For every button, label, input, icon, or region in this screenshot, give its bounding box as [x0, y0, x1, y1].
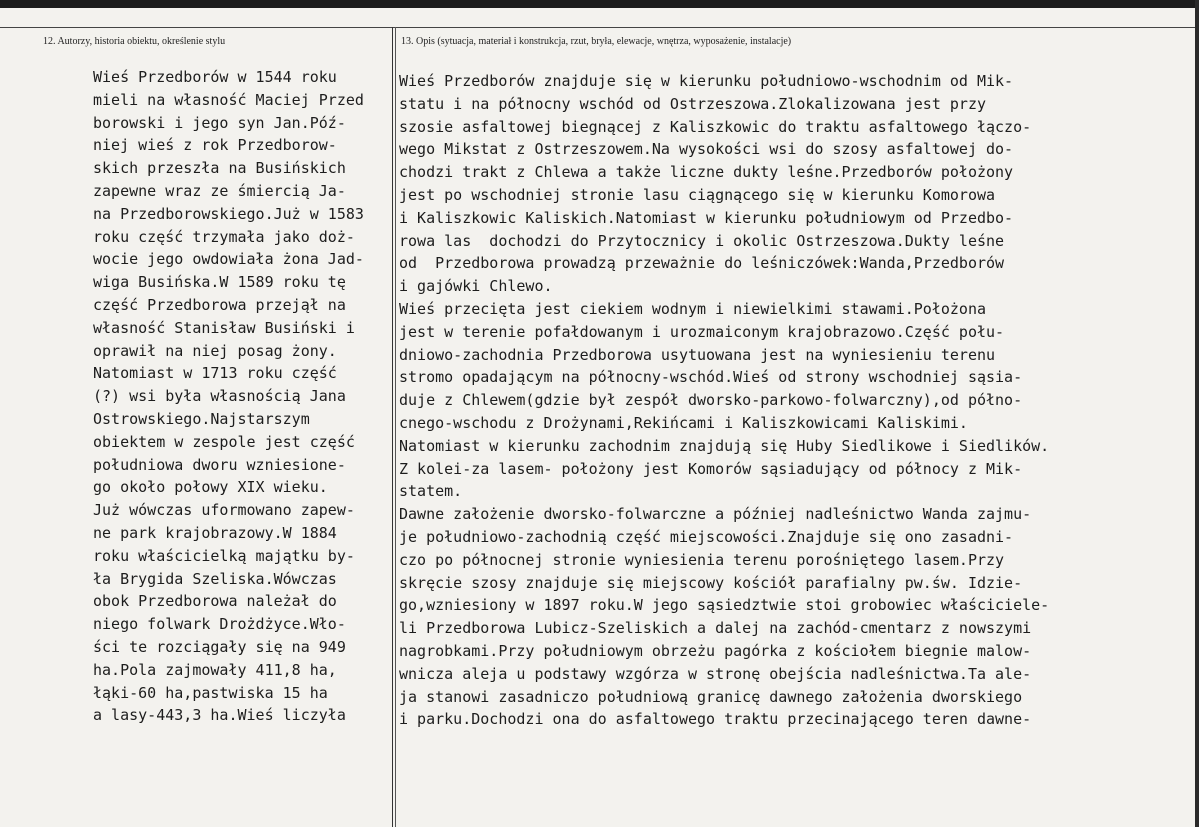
text-line: od Przedborowa prowadzą przeważnie do leśniczówek:Wanda,Przedborów: [399, 254, 1005, 273]
text-line: czo po północnej stronie wyniesienia terenu porośniętego lasem.Przy: [399, 550, 1005, 569]
text-line: zapewne wraz ze śmiercią Ja-: [93, 181, 346, 200]
text-line: go,wzniesiony w 1897 roku.W jego sąsiedztwie stoi grobowiec właściciele-: [399, 596, 1050, 615]
text-line: Wieś Przedborów znajduje się w kierunku południowo-wschodnim od Mik-: [399, 72, 1014, 90]
scan-top-edge: [0, 0, 1199, 8]
description-text-column: [399, 70, 1049, 731]
text-line: mieli na własność Maciej Przed: [93, 90, 364, 109]
text-line: jest po wschodniej stronie lasu ciągnącego się w kierunku Komorowa: [399, 185, 996, 204]
text-line: Natomiast w kierunku zachodnim znajdują się Huby Siedlikowe i Siedlików.: [399, 436, 1050, 455]
text-line: roku właścicielką majątku by-: [93, 546, 355, 565]
text-line: oprawił na niej posag żony.: [93, 341, 337, 360]
text-line: duje z Chlewem(gdzie był zespół dworsko-parkowo-folwarczny),od półno-: [399, 391, 1023, 410]
text-line: jest w terenie pofałdowanym i urozmaiconym krajobrazowo.Część połu-: [399, 322, 1005, 341]
text-line: niego folwark Drożdżyce.Wło-: [93, 615, 346, 634]
text-line: stromo opadającym na północny-wschód.Wieś od strony wschodniej sąsia-: [399, 368, 1023, 387]
text-line: (?) wsi była własnością Jana: [93, 387, 346, 406]
header-divider: [0, 27, 1195, 28]
text-line: Dawne założenie dworsko-folwarczne a później nadleśnictwo Wanda zajmu-: [399, 505, 1032, 524]
text-line: wnicza aleja u podstawy wzgórza w stronę obejścia nadleśnictwa.Ta ale-: [399, 664, 1032, 683]
text-line: własność Stanisław Busiński i: [93, 318, 355, 337]
text-line: niej wieś z rok Przedborow-: [93, 136, 337, 155]
text-line: ła Brygida Szeliska.Wówczas: [93, 569, 337, 588]
text-line: Wieś Przedborów w 1544 roku: [93, 68, 337, 86]
text-line: łąki-60 ha,pastwiska 15 ha: [93, 683, 328, 702]
text-line: skich przeszła na Busińskich: [93, 159, 346, 178]
text-line: obok Przedborowa należał do: [93, 592, 337, 611]
text-line: obiektem w zespole jest część: [93, 432, 355, 451]
text-line: ha.Pola zajmowały 411,8 ha,: [93, 660, 337, 679]
text-line: południowa dworu wzniesione-: [93, 455, 346, 474]
text-line: Już wówczas uformowano zapew-: [93, 501, 355, 520]
text-line: szosie asfaltowej biegnącej z Kaliszkowic do traktu asfaltowego łączo-: [399, 117, 1032, 136]
text-line: statu i na północny wschód od Ostrzeszowa.Zlokalizowana jest przy: [399, 94, 986, 113]
text-line: nagrobkami.Przy południowym obrzeżu pagórka z kościołem biegnie malow-: [399, 641, 1032, 660]
text-line: cnego-wschodu z Drożynami,Rekińcami i Kaliszkowicami Kaliskimi.: [399, 413, 968, 432]
history-text-column: [93, 66, 364, 727]
text-line: na Przedborowskiego.Już w 1583: [93, 204, 364, 223]
text-line: wego Mikstat z Ostrzeszowem.Na wysokości wsi do szosy asfaltowej do-: [399, 140, 1014, 159]
right-column-header: 13. Opis (sytuacja, materiał i konstrukcja, rzut, bryła, elewacje, wnętrza, wyposażenie, instalacje): [401, 36, 792, 47]
text-line: Wieś przecięta jest ciekiem wodnym i niewielkimi stawami.Położona: [399, 299, 986, 318]
text-line: Natomiast w 1713 roku część: [93, 364, 337, 383]
text-line: li Przedborowa Lubicz-Szeliskich a dalej na zachód-cmentarz z nowszymi: [399, 619, 1032, 638]
text-line: je południowo-zachodnią część miejscowości.Znajduje się ono zasadni-: [399, 527, 1014, 546]
column-divider: [392, 27, 393, 827]
left-column-header: 12. Autorzy, historia obiektu, określenie stylu: [43, 36, 226, 47]
text-line: i Kaliszkowic Kaliskich.Natomiast w kierunku południowym od Przedbo-: [399, 208, 1014, 227]
text-line: wocie jego owdowiała żona Jad-: [93, 250, 364, 269]
scan-right-edge: [1195, 0, 1199, 827]
text-line: rowa las dochodzi do Przytocznicy i okolic Ostrzeszowa.Dukty leśne: [399, 231, 1005, 250]
text-line: część Przedborowa przejął na: [93, 295, 346, 314]
text-line: wiga Busińska.W 1589 roku tę: [93, 273, 346, 292]
text-line: ści te rozciągały się na 949: [93, 637, 346, 656]
text-line: Ostrowskiego.Najstarszym: [93, 409, 310, 428]
column-divider-inner: [395, 27, 396, 827]
text-line: ja stanowi zasadniczo południową granicę dawnego założenia dworskiego: [399, 687, 1023, 706]
text-line: borowski i jego syn Jan.Póź-: [93, 113, 346, 132]
text-line: ne park krajobrazowy.W 1884: [93, 523, 337, 542]
text-line: Z kolei-za lasem- położony jest Komorów sąsiadujący od północy z Mik-: [399, 459, 1023, 478]
text-line: chodzi trakt z Chlewa a także liczne dukty leśne.Przedborów położony: [399, 163, 1014, 182]
text-line: go około połowy XIX wieku.: [93, 478, 328, 497]
text-line: roku część trzymała jako doż-: [93, 227, 355, 246]
text-line: i parku.Dochodzi ona do asfaltowego traktu przecinającego teren dawne-: [399, 710, 1032, 729]
text-line: a lasy-443,3 ha.Wieś liczyła: [93, 706, 346, 725]
text-line: i gajówki Chlewo.: [399, 277, 553, 296]
text-line: skręcie szosy znajduje się miejscowy kościół parafialny pw.św. Idzie-: [399, 573, 1023, 592]
text-line: statem.: [399, 482, 463, 501]
text-line: dniowo-zachodnia Przedborowa usytuowana jest na wyniesieniu terenu: [399, 345, 996, 364]
